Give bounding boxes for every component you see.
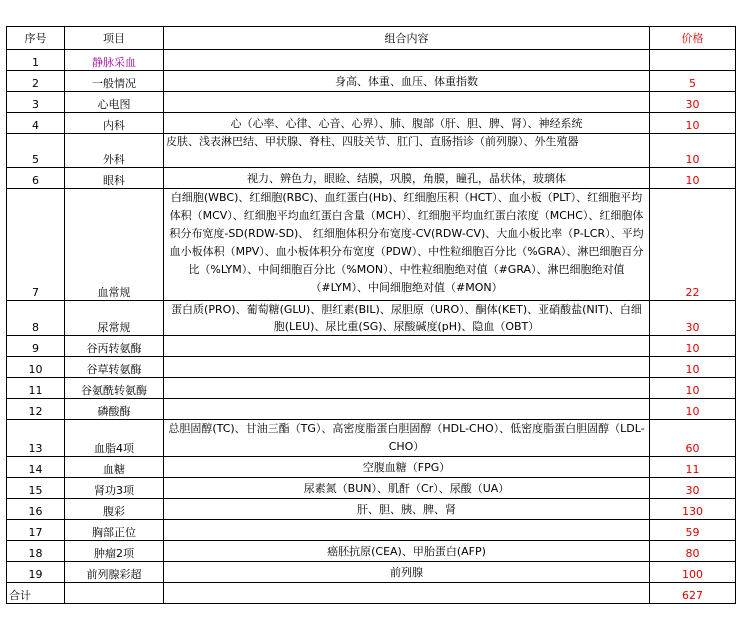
row-item: 外科 [65, 134, 164, 168]
row-no: 1 [7, 50, 65, 71]
row-content: 心（心率、心律、心音、心界）、肺、腹部（肝、胆、脾、肾）、神经系统 [164, 113, 650, 134]
row-no: 11 [7, 378, 65, 399]
row-content: 蛋白质(PRO)、葡萄糖(GLU)、胆红素(BIL)、尿胆原（URO）、酮体(KET)、亚硝酸盐(NIT)、白细胞(LEU)、尿比重(SG)、尿酸碱度(pH)、隐血（OBT） [164, 301, 650, 336]
row-content: 总胆固醇(TC)、甘油三酯（TG）、高密度脂蛋白胆固醇（HDL-CHO）、低密度脂蛋白胆固醇（LDL-CHO） [164, 420, 650, 457]
row-content [164, 50, 650, 71]
table-row [7, 189, 736, 301]
table-header-row [7, 27, 736, 50]
row-no: 17 [7, 520, 65, 541]
row-item: 磷酸酶 [65, 399, 164, 420]
row-price: 10 [650, 134, 736, 168]
row-no: 14 [7, 457, 65, 478]
row-item: 谷氨酰转氨酶 [65, 378, 164, 399]
row-item: 胸部正位 [65, 520, 164, 541]
row-item: 腹彩 [65, 499, 164, 520]
row-price: 10 [650, 168, 736, 189]
row-content [164, 336, 650, 357]
row-price: 10 [650, 336, 736, 357]
row-price: 11 [650, 457, 736, 478]
row-item: 心电图 [65, 92, 164, 113]
row-price: 59 [650, 520, 736, 541]
row-item: 谷丙转氨酶 [65, 336, 164, 357]
row-item: 前列腺彩超 [65, 562, 164, 583]
row-price: 60 [650, 420, 736, 457]
row-content: 癌胚抗原(CEA)、甲胎蛋白(AFP) [164, 541, 650, 562]
row-price: 80 [650, 541, 736, 562]
total-price: 627 [650, 583, 736, 604]
row-no: 5 [7, 134, 65, 168]
row-content: 白细胞(WBC)、红细胞(RBC)、血红蛋白(Hb)、红细胞压积（HCT）、血小板（PLT）、红细胞平均体积（MCV）、红细胞平均血红蛋白含量（MCH）、红细胞平均血红蛋白浓度（MCHC）、红细胞体积分布宽度-SD(RDW-SD)、 红细胞体积分布宽度-CV(RDW-CV)、大血小板比率（P-LCR）、平均血小板体积（MPV）、血小板体积分布宽度（PDW）、中性粒细胞百分比（%GRA）、淋巴细胞百分比（%LYM）、中间细胞百分比（%MON）、中性粒细胞绝对值（#GRA）、淋巴细胞绝对值（#LYM）、中间细胞绝对值（#MON） [164, 189, 650, 301]
row-item: 静脉采血 [65, 50, 164, 71]
row-no: 12 [7, 399, 65, 420]
row-content [164, 399, 650, 420]
table-row [7, 399, 736, 420]
table-row [7, 301, 736, 336]
row-no: 10 [7, 357, 65, 378]
table-row [7, 420, 736, 457]
table-row [7, 113, 736, 134]
row-item: 尿常规 [65, 301, 164, 336]
row-no: 13 [7, 420, 65, 457]
row-price: 10 [650, 378, 736, 399]
row-price: 5 [650, 71, 736, 92]
row-content: 前列腺 [164, 562, 650, 583]
row-item: 血脂4项 [65, 420, 164, 457]
table-row [7, 499, 736, 520]
table-row [7, 92, 736, 113]
fee-table [6, 26, 736, 604]
row-item: 内科 [65, 113, 164, 134]
row-no: 6 [7, 168, 65, 189]
row-content [164, 357, 650, 378]
table-row [7, 168, 736, 189]
total-row [7, 583, 736, 604]
row-no: 2 [7, 71, 65, 92]
row-no: 8 [7, 301, 65, 336]
row-price: 100 [650, 562, 736, 583]
total-item-empty [65, 583, 164, 604]
row-price: 30 [650, 92, 736, 113]
row-content [164, 520, 650, 541]
total-label: 合计 [7, 583, 65, 604]
row-item: 肾功3项 [65, 478, 164, 499]
header-price: 价格 [650, 27, 736, 50]
table-row [7, 336, 736, 357]
table-row [7, 541, 736, 562]
row-item: 谷草转氨酶 [65, 357, 164, 378]
row-price: 30 [650, 478, 736, 499]
table-row [7, 50, 736, 71]
row-content [164, 92, 650, 113]
row-price [650, 50, 736, 71]
row-item: 血糖 [65, 457, 164, 478]
row-content: 尿素氮（BUN）、肌酐（Cr）、尿酸（UA） [164, 478, 650, 499]
row-no: 3 [7, 92, 65, 113]
row-no: 4 [7, 113, 65, 134]
row-content: 视力、辨色力，眼睑、结膜，巩膜，角膜，瞳孔，晶状体，玻璃体 [164, 168, 650, 189]
row-item: 血常规 [65, 189, 164, 301]
row-content: 空腹血糖（FPG） [164, 457, 650, 478]
table-row [7, 71, 736, 92]
row-price: 10 [650, 113, 736, 134]
row-no: 16 [7, 499, 65, 520]
row-no: 7 [7, 189, 65, 301]
header-no: 序号 [7, 27, 65, 50]
header-content: 组合内容 [164, 27, 650, 50]
row-item: 肿瘤2项 [65, 541, 164, 562]
table-row [7, 134, 736, 168]
row-content: 身高、体重、血压、体重指数 [164, 71, 650, 92]
header-item: 项目 [65, 27, 164, 50]
row-no: 9 [7, 336, 65, 357]
row-content: 肝、胆、胰、脾、肾 [164, 499, 650, 520]
total-content-empty [164, 583, 650, 604]
table-row [7, 562, 736, 583]
table-row [7, 378, 736, 399]
row-no: 15 [7, 478, 65, 499]
row-price: 10 [650, 399, 736, 420]
table-row [7, 520, 736, 541]
row-item: 眼科 [65, 168, 164, 189]
row-price: 22 [650, 189, 736, 301]
row-content: 皮肤、浅表淋巴结、甲状腺、脊柱、四肢关节、肛门、直肠指诊（前列腺）、外生殖器 [164, 134, 650, 168]
row-content [164, 378, 650, 399]
table-row [7, 457, 736, 478]
row-price: 30 [650, 301, 736, 336]
row-no: 18 [7, 541, 65, 562]
row-price: 10 [650, 357, 736, 378]
row-price: 130 [650, 499, 736, 520]
table-row [7, 478, 736, 499]
row-no: 19 [7, 562, 65, 583]
table-row [7, 357, 736, 378]
row-item: 一般情况 [65, 71, 164, 92]
